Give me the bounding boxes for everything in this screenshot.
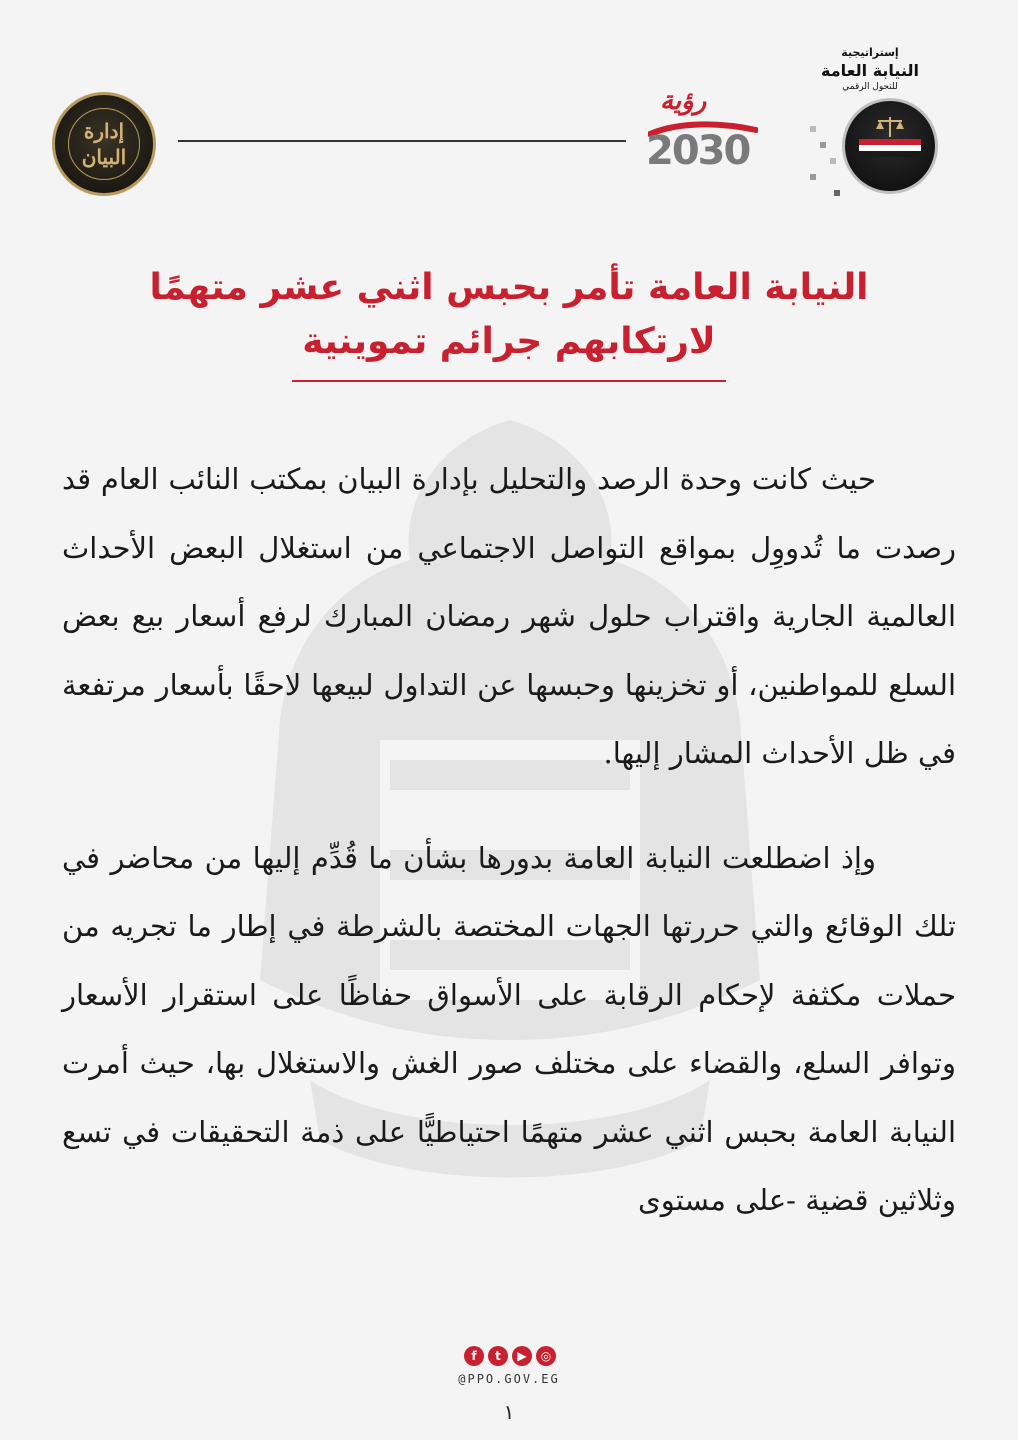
seal-line1: إدارة xyxy=(83,119,125,143)
twitter-icon[interactable]: t xyxy=(488,1346,508,1366)
instagram-icon[interactable]: ◎ xyxy=(536,1346,556,1366)
statement-body xyxy=(62,445,956,1235)
vision-year: 2030 xyxy=(646,128,750,174)
strategy-label-sub: للتحول الرقمي xyxy=(842,82,898,92)
header-divider xyxy=(178,140,626,142)
statement-title xyxy=(60,262,958,382)
strategy-label-big: النيابة العامة xyxy=(821,61,919,80)
seal-line2: البيان xyxy=(81,145,127,169)
social-handle: @PPO.GOV.EG xyxy=(458,1372,560,1386)
social-icons xyxy=(460,1346,560,1368)
paragraph: وإذ اضطلعت النيابة العامة بدورها بشأن ما قُدِّم إليها من محاضر في تلك الوقائع والتي حررتها الجهات المختصة بالشرطة في إطار ما تجريه من حملات مكثفة لإحكام الرقابة على الأسواق حفاظًا على استقرار الأسعار وتوافر السلع، والقضاء على مختلف صور الغش والاستغلال بها، حيث أمرت النيابة العامة بحبس اثني عشر متهمًا احتياطيًّا على ذمة التحقيقات في تسع وثلاثين قضية -على مستوى xyxy=(62,840,956,1217)
page-footer xyxy=(0,1344,1018,1440)
paragraph: حيث كانت وحدة الرصد والتحليل بإدارة البيان بمكتب النائب العام قد رصدت ما تُدووِل بمواقع التواصل الاجتماعي من استغلال البعض الأحداث العالمية الجارية واقتراب حلول شهر رمضان المبارك لرفع أسعار بيع بعض السلع للمواطنين، أو تخزينها وحبسها عن التداول لبيعها لاحقًا بأسعار مرتفعة في ظل الأحداث المشار إليها. xyxy=(62,462,956,770)
public-prosecution-seal xyxy=(842,98,938,194)
vision-2030-logo xyxy=(640,86,764,178)
title-line2: لارتكابهم جرائم تموينية xyxy=(292,314,725,382)
page-number: ١ xyxy=(503,1400,515,1424)
flag-band xyxy=(859,139,921,157)
pixel-decoration-icon xyxy=(806,106,846,206)
strategy-label-small: إستراتيجية xyxy=(841,46,899,59)
scales-of-justice-icon xyxy=(875,115,905,139)
page-header xyxy=(0,0,1018,230)
youtube-icon[interactable]: ▶ xyxy=(512,1346,532,1366)
title-line1: النيابة العامة تأمر بحبس اثني عشر متهمًا xyxy=(149,267,869,308)
digital-transformation-strategy-logo xyxy=(800,46,940,216)
vision-word: رؤية xyxy=(660,86,707,116)
statement-department-seal xyxy=(52,92,156,196)
facebook-icon[interactable]: f xyxy=(464,1346,484,1366)
